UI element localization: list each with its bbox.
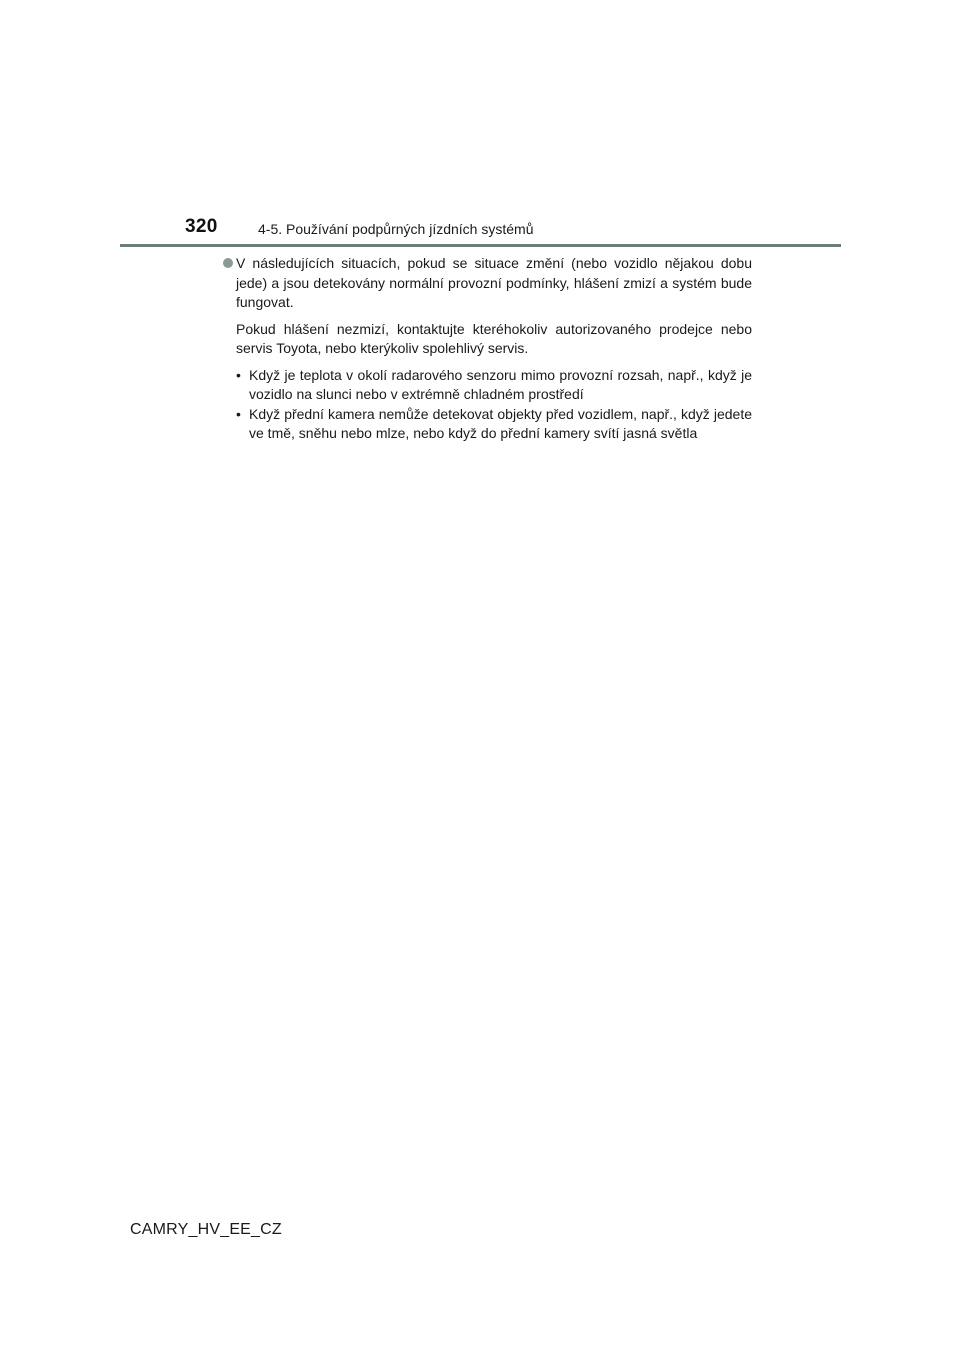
sub-list bbox=[236, 366, 752, 444]
bullet-text: V následujících situacích, pokud se situace změní (nebo vozidlo nějakou dobu jede) a jsou detekovány normální provozní podmínky, hlášení zmizí a systém bude fungovat. bbox=[236, 255, 752, 310]
footer-code: CAMRY_HV_EE_CZ bbox=[130, 1221, 282, 1238]
info-paragraph: Pokud hlášení nezmizí, kontaktujte kteréhokoliv autorizovaného prodejce nebo servis Toyota, nebo kterýkoliv spolehlivý servis. bbox=[236, 320, 752, 356]
header-divider bbox=[120, 244, 841, 247]
list-item bbox=[236, 405, 752, 444]
list-item-text: Když přední kamera nemůže detekovat objekty před vozidlem, např., když jedete ve tmě, sněhu nebo mlze, nebo když do přední kamery svítí jasná světla bbox=[249, 405, 752, 441]
list-bullet-icon: • bbox=[236, 366, 241, 383]
bullet-dot-icon bbox=[223, 258, 233, 268]
main-content bbox=[236, 254, 752, 444]
list-item-text: Když je teplota v okolí radarového senzoru mimo provozní rozsah, např., když je vozidlo na slunci nebo v extrémně chladném prostředí bbox=[249, 366, 752, 402]
section-title: 4-5. Používání podpůrných jízdních systémů bbox=[258, 221, 534, 237]
page-number: 320 bbox=[185, 216, 218, 237]
list-bullet-icon: • bbox=[236, 405, 241, 422]
list-item bbox=[236, 366, 752, 405]
bullet-item bbox=[236, 254, 752, 313]
